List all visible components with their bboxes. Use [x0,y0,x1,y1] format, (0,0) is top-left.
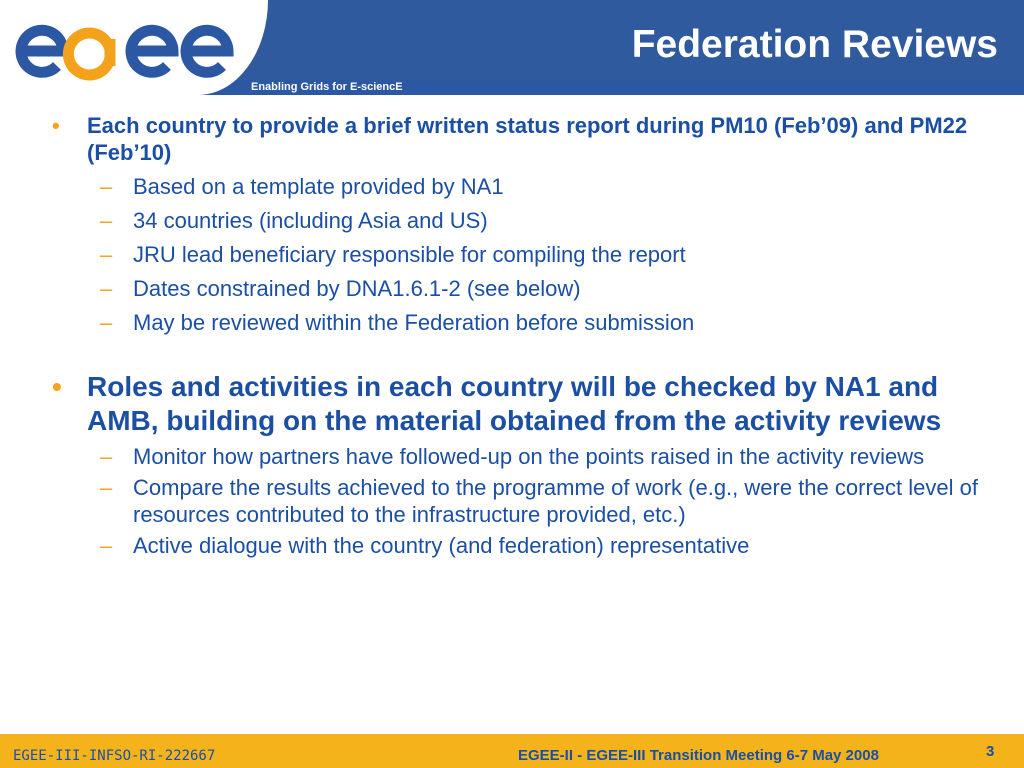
dash-icon: – [100,444,113,469]
sub-item-text: Based on a template provided by NA1 [133,174,504,199]
sub-item-text: Active dialogue with the country (and federation) representative [133,533,750,558]
tagline: Enabling Grids for E-sciencE [251,81,403,93]
logo-letter-e2 [130,30,173,72]
bullet-dot-icon: • [52,113,60,138]
sub-item [52,173,1002,200]
logo-letter-g [68,33,110,75]
sub-list [52,173,1002,336]
sub-item [52,474,1002,528]
logo-panel [0,0,268,95]
dash-icon: – [100,310,113,335]
logo-letter-e3 [185,30,228,72]
sub-item-text: Monitor how partners have followed-up on the points raised in the activity reviews [133,444,925,469]
logo-letter-e1 [20,30,63,72]
bullet-item [52,112,1002,166]
dash-icon: – [100,208,113,233]
sub-item-text: 34 countries (including Asia and US) [133,208,488,233]
slide-header [0,0,1024,95]
dash-icon: – [100,242,113,267]
page-number: 3 [986,743,995,760]
sub-item-text: Compare the results achieved to the programme of work (e.g., were the correct level of resources contributed to the infrastructure provided, etc.) [133,475,978,527]
slide-content [52,112,1002,563]
sub-item [52,443,1002,470]
dash-icon: – [100,533,113,558]
sub-list [52,443,1002,559]
sub-item-text: May be reviewed within the Federation before submission [133,310,695,335]
dash-icon: – [100,276,113,301]
slide-title: Federation Reviews [631,23,998,66]
sub-item [52,309,1002,336]
dash-icon: – [100,174,113,199]
sub-item [52,241,1002,268]
sub-item-text: JRU lead beneficiary responsible for compiling the report [133,242,686,267]
sub-item [52,275,1002,302]
footer-project-id: EGEE-III-INFSO-RI-222667 [13,748,216,764]
dash-icon: – [100,475,113,500]
bullet-dot-icon: • [52,371,62,402]
bullet-text: Each country to provide a brief written status report during PM10 (Feb’09) and PM22 (Feb’10) [87,113,968,165]
sub-item-text: Dates constrained by DNA1.6.1-2 (see below) [133,276,581,301]
sub-item [52,207,1002,234]
egee-logo [10,14,240,84]
footer-meeting: EGEE-II - EGEE-III Transition Meeting 6-7 May 2008 [518,747,879,764]
bullet-text: Roles and activities in each country will be checked by NA1 and AMB, building on the material obtained from the activity reviews [87,371,942,436]
bullet-item [52,370,1002,438]
sub-item [52,532,1002,559]
